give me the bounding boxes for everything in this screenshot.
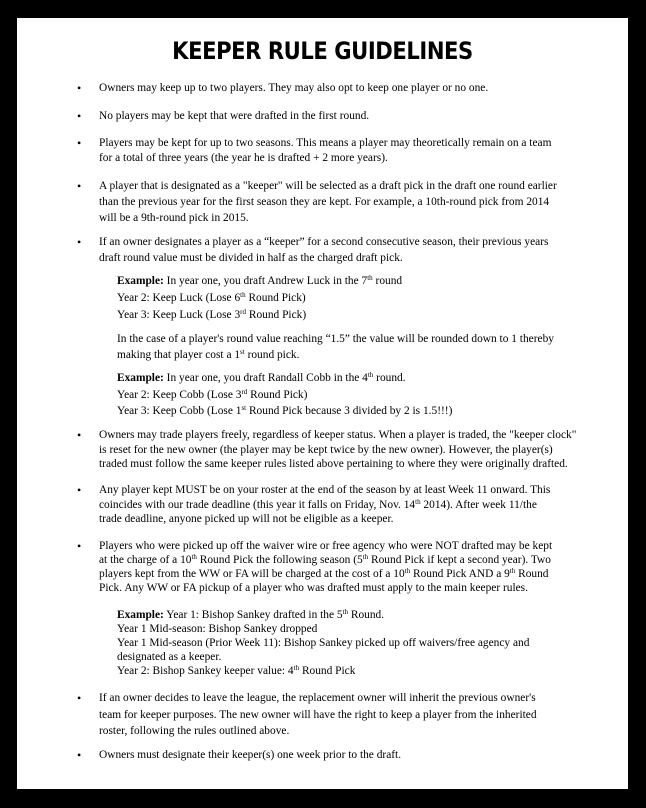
example-line: Year 2: Keep Cobb (Lose 3rd Round Pick)	[117, 388, 308, 401]
document-page	[17, 18, 628, 789]
rule-text: roster, following the rules outlined above.	[99, 725, 290, 737]
bullet-icon: •	[77, 483, 82, 497]
bullet-icon: •	[77, 691, 82, 705]
example-line: Example: In year one, you draft Andrew Luck in the 7th round	[117, 274, 403, 287]
rule-text: Owners must designate their keeper(s) one week prior to the draft.	[99, 749, 402, 761]
note-line: In the case of a player's round value reaching “1.5” the value will be rounded down to 1 thereby	[117, 333, 554, 345]
example-line: Year 3: Keep Cobb (Lose 1st Round Pick because 3 divided by 2 is 1.5!!!)	[117, 404, 453, 417]
rule-text: coincides with our trade deadline (this year it falls on Friday, Nov. 14th 2014). After week 11/the	[99, 498, 537, 511]
rule-text: Pick. Any WW or FA pickup of a player who was drafted must apply to the main keeper rules.	[99, 582, 528, 594]
bullet-icon: •	[77, 109, 82, 123]
rule-text: If an owner decides to leave the league, the replacement owner will inherit the previous owner's	[99, 692, 536, 704]
example-line: Year 2: Bishop Sankey keeper value: 4th Round Pick	[117, 664, 356, 677]
example-line: designated as a keeper.	[117, 651, 222, 663]
bullet-icon: •	[77, 428, 82, 442]
rule-text: traded must follow the same keeper rules listed above pertaining to where they were originally drafted.	[99, 458, 568, 470]
example-label: Example:	[117, 275, 164, 287]
rule-text: is reset for the new owner (the player may be kept twice by the new owner). However, the player(s)	[99, 444, 553, 456]
bullet-icon: •	[77, 179, 82, 193]
rule-text: will be a 9th-round pick in 2015.	[99, 212, 249, 224]
example-line: Example: In year one, you draft Randall Cobb in the 4th round.	[117, 371, 406, 384]
rule-text: players kept from the WW or FA will be charged at the cost of a 10th Round Pick AND a 9th Round	[99, 567, 549, 580]
bullet-icon: •	[77, 235, 82, 249]
bullet-icon: •	[77, 748, 82, 762]
rule-text: at the charge of a 10th Round Pick the following season (5th Round Pick if kept a second year). Two	[99, 553, 551, 566]
rule-text: Owners may trade players freely, regardless of keeper status. When a player is traded, the "keeper clock"	[99, 429, 577, 441]
rule-text: If an owner designates a player as a “keeper” for a second consecutive season, their previous years	[99, 236, 549, 248]
rule-text: A player that is designated as a "keeper" will be selected as a draft pick in the draft one round earlier	[99, 180, 557, 192]
example-line: Example: Year 1: Bishop Sankey drafted in the 5th Round.	[117, 608, 385, 621]
rule-text: trade deadline, anyone picked up will not be eligible as a keeper.	[99, 513, 394, 525]
rule-text: for a total of three years (the year he is drafted + 2 more years).	[99, 152, 388, 164]
example-label: Example:	[117, 372, 164, 384]
rule-text: Owners may keep up to two players. They may also opt to keep one player or no one.	[99, 82, 489, 94]
rule-text: No players may be kept that were drafted in the first round.	[99, 110, 370, 122]
example-line: Year 1 Mid-season: Bishop Sankey dropped	[117, 623, 318, 635]
rule-text: team for keeper purposes. The new owner will have the right to keep a player from the inherited	[99, 709, 537, 721]
example-line: Year 1 Mid-season (Prior Week 11): Bishop Sankey picked up off waivers/free agency and	[117, 637, 530, 649]
rule-text: Any player kept MUST be on your roster at the end of the season by at least Week 11 onward. This	[99, 484, 551, 496]
rule-text: Players who were picked up off the waiver wire or free agency who were NOT drafted may be kept	[99, 540, 553, 552]
example-label: Example:	[117, 609, 164, 621]
page-title: KEEPER RULE GUIDELINES	[172, 37, 473, 65]
rule-text: Players may be kept for up to two seasons. This means a player may theoretically remain on a team	[99, 137, 552, 149]
rule-text: than the previous year for the first season they are kept. For example, a 10th-round pick from 2014	[99, 196, 550, 208]
example-line: Year 3: Keep Luck (Lose 3rd Round Pick)	[117, 308, 307, 321]
note-line: making that player cost a 1st round pick.	[117, 348, 300, 361]
bullet-icon: •	[77, 81, 82, 95]
bullet-icon: •	[77, 136, 82, 150]
bullet-icon: •	[77, 539, 82, 553]
example-line: Year 2: Keep Luck (Lose 6th Round Pick)	[117, 291, 306, 304]
rule-text: draft round value must be divided in half as the charged draft pick.	[99, 252, 403, 264]
